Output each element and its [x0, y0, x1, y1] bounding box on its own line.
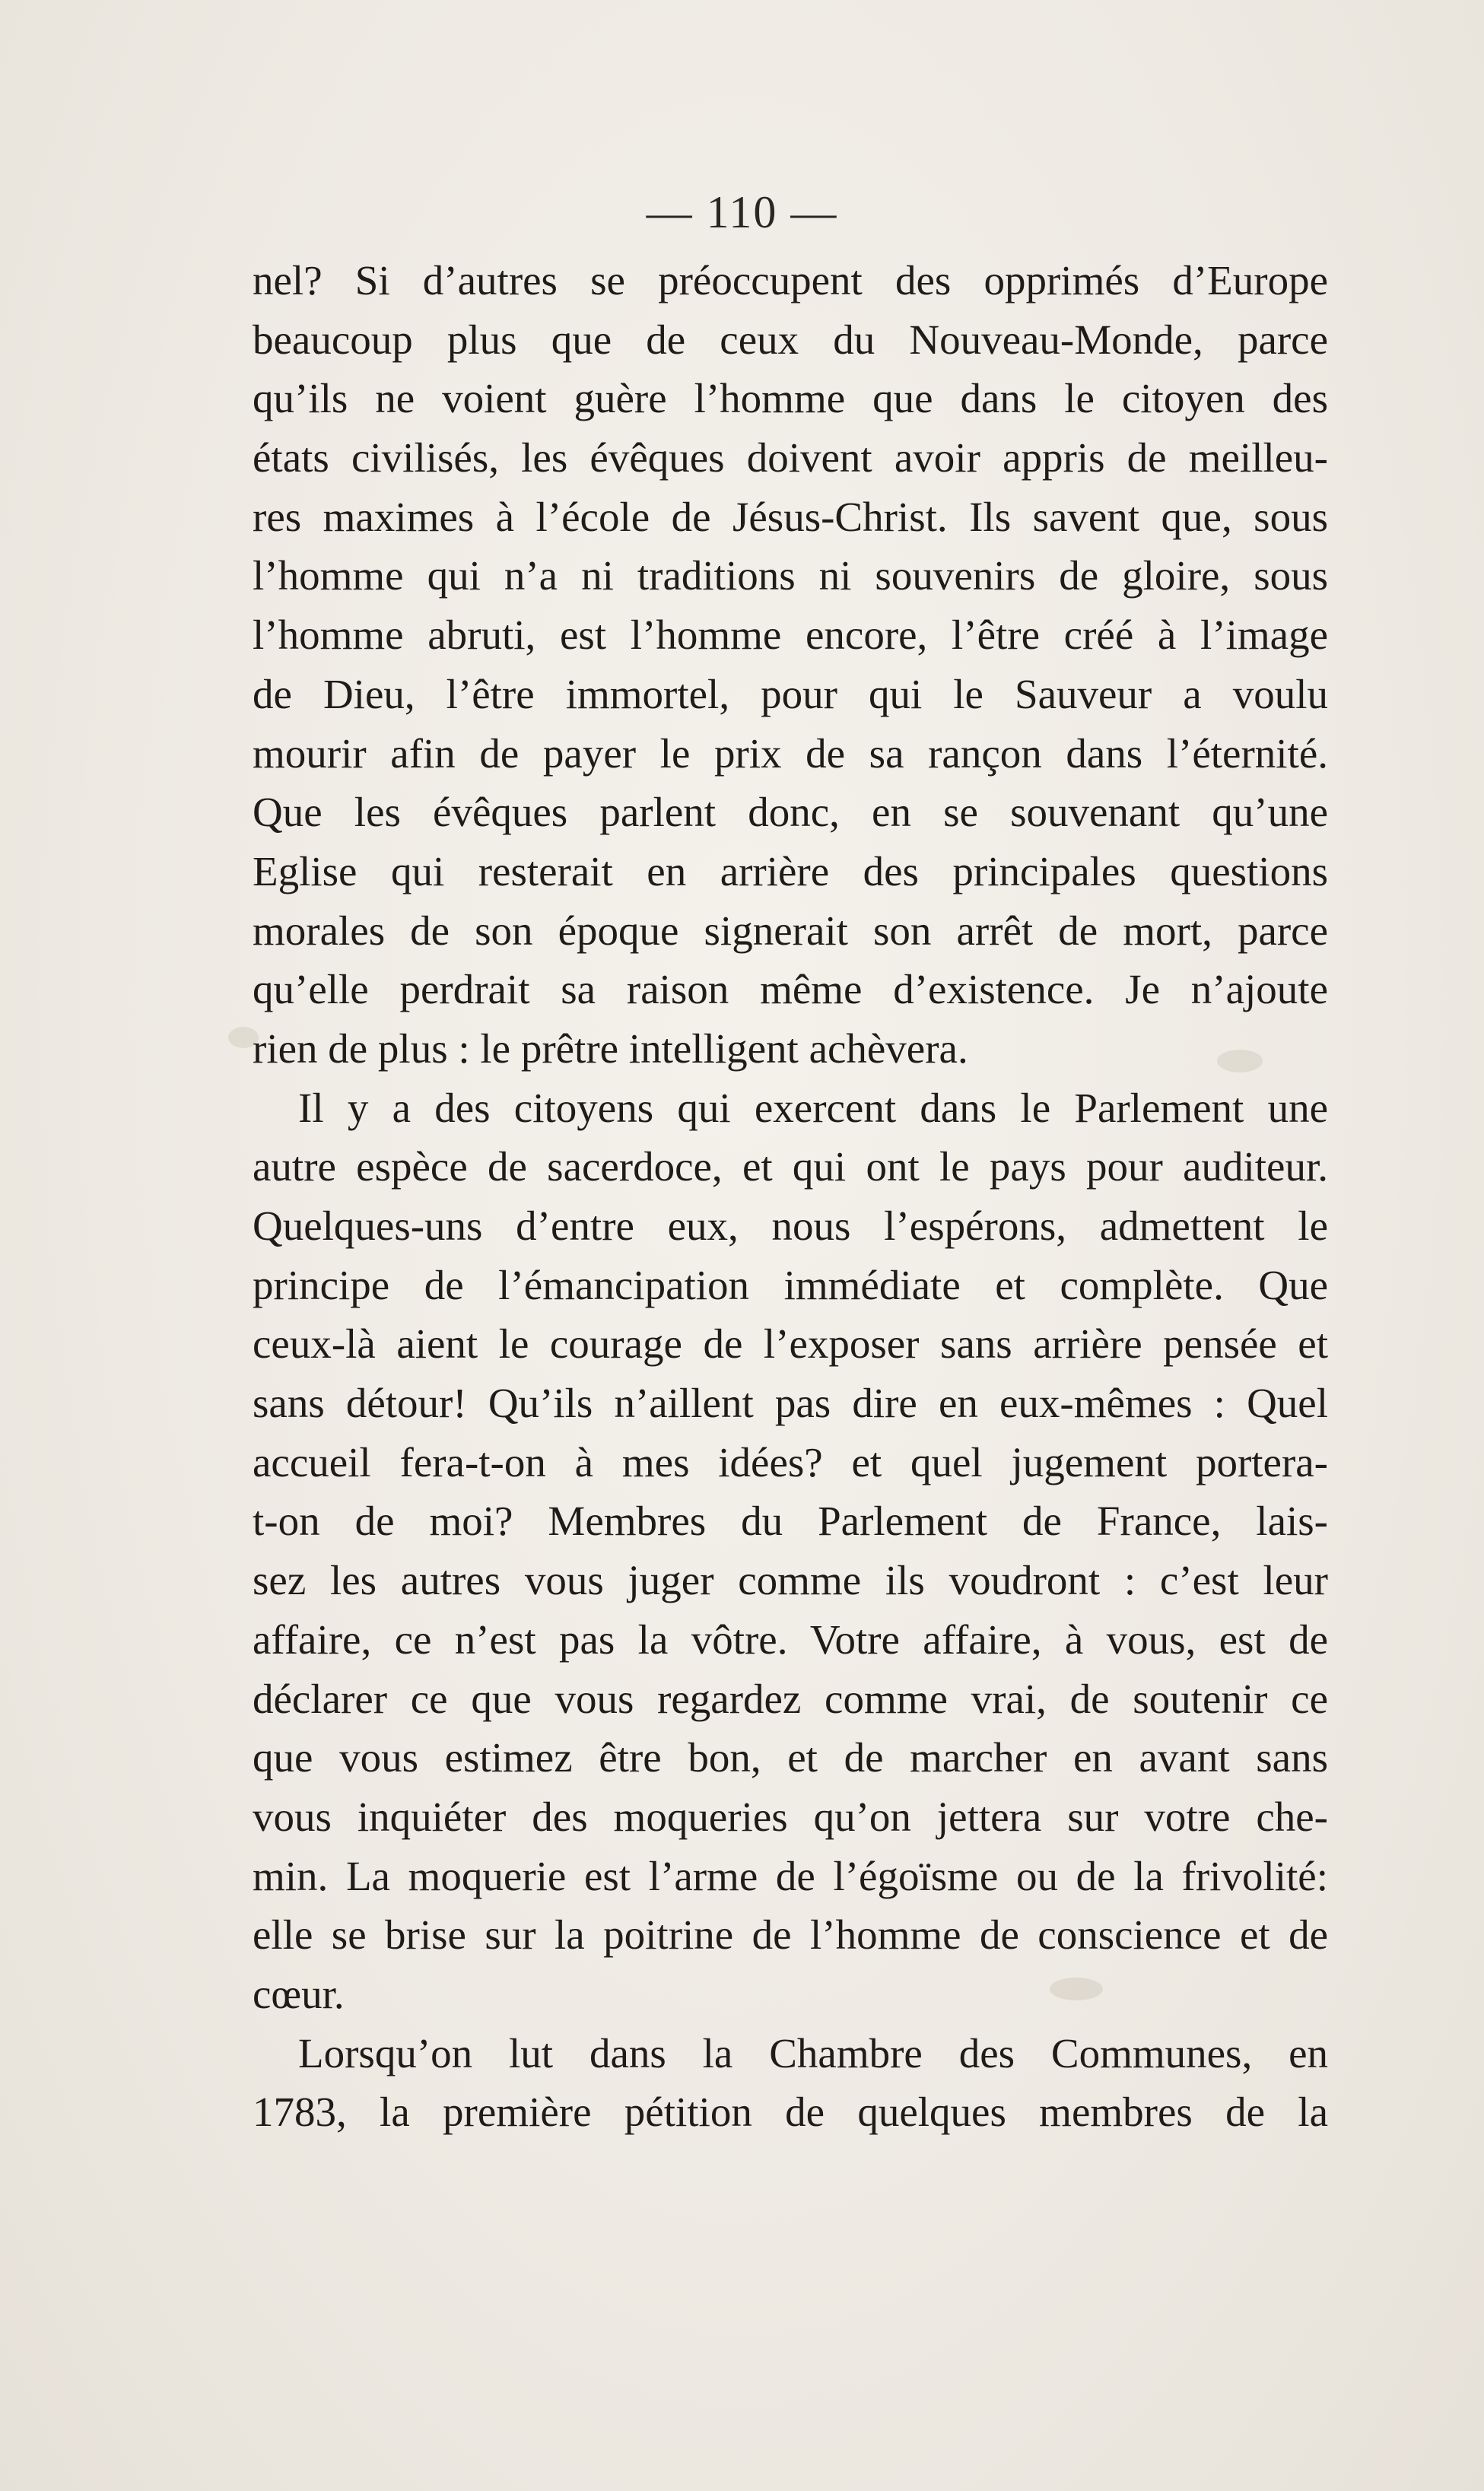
text-line: vous inquiéter des moqueries qu’on jettera sur votre che-: [253, 1793, 1328, 1840]
text-line: l’homme abruti, est l’homme encore, l’être créé à l’image: [253, 612, 1328, 659]
text-line: Lorsqu’on lut dans la Chambre des Communes, en: [298, 2029, 1328, 2076]
text-line: Eglise qui resterait en arrière des principales questions: [253, 847, 1328, 894]
text-line: affaire, ce n’est pas la vôtre. Votre affaire, à vous, est de: [253, 1616, 1328, 1663]
text-line: elle se brise sur la poitrine de l’homme de conscience et de: [253, 1911, 1328, 1959]
text-line: Quelques-uns d’entre eux, nous l’espérons, admettent le: [253, 1203, 1328, 1249]
text-line: sans détour! Qu’ils n’aillent pas dire en eux-mêmes : Quel: [253, 1380, 1328, 1427]
text-line: ceux-là aient le courage de l’exposer sans arrière pensée et: [253, 1320, 1328, 1368]
text-line: que vous estimez être bon, et de marcher en avant sans: [253, 1734, 1328, 1781]
text-line: morales de son époque signerait son arrêt de mort, parce: [253, 907, 1328, 954]
text-line: cœur.: [253, 1970, 345, 2017]
text-line: Il y a des citoyens qui exercent dans le Parlement une: [298, 1084, 1328, 1131]
text-line: l’homme qui n’a ni traditions ni souvenirs de gloire, sous: [253, 552, 1328, 599]
text-line: de Dieu, l’être immortel, pour qui le Sauveur a voulu: [253, 670, 1328, 717]
text-line: min. La moquerie est l’arme de l’égoïsme ou de la frivolité:: [253, 1852, 1328, 1899]
body-text: [253, 251, 1328, 2142]
text-line: res maximes à l’école de Jésus-Christ. Ils savent que, sous: [253, 493, 1328, 540]
text-line: états civilisés, les évêques doivent avoir appris de meilleu-: [253, 434, 1328, 481]
text-line: qu’ils ne voient guère l’homme que dans le citoyen des: [253, 375, 1328, 422]
text-line: nel? Si d’autres se préoccupent des opprimés d’Europe: [253, 257, 1328, 303]
text-line: accueil fera-t-on à mes idées? et quel jugement portera-: [253, 1438, 1328, 1485]
text-line: beaucoup plus que de ceux du Nouveau-Monde, parce: [253, 316, 1328, 363]
text-line: 1783, la première pétition de quelques membres de la: [253, 2089, 1328, 2136]
text-line: mourir afin de payer le prix de sa rançon dans l’éternité.: [253, 729, 1328, 777]
text-line: qu’elle perdrait sa raison même d’existence. Je n’ajoute: [253, 966, 1328, 1013]
text-line: principe de l’émancipation immédiate et complète. Que: [253, 1261, 1328, 1308]
page-number: — 110 —: [646, 187, 838, 237]
text-line: autre espèce de sacerdoce, et qui ont le pays pour auditeur.: [253, 1143, 1328, 1190]
text-line: rien de plus : le prêtre intelligent achèvera.: [253, 1025, 968, 1072]
text-line: t-on de moi? Membres du Parlement de France, lais-: [253, 1498, 1328, 1545]
text-line: sez les autres vous juger comme ils voudront : c’est leur: [253, 1557, 1328, 1604]
text-line: déclarer ce que vous regardez comme vrai, de soutenir ce: [253, 1675, 1328, 1722]
text-line: Que les évêques parlent donc, en se souvenant qu’une: [253, 789, 1328, 836]
